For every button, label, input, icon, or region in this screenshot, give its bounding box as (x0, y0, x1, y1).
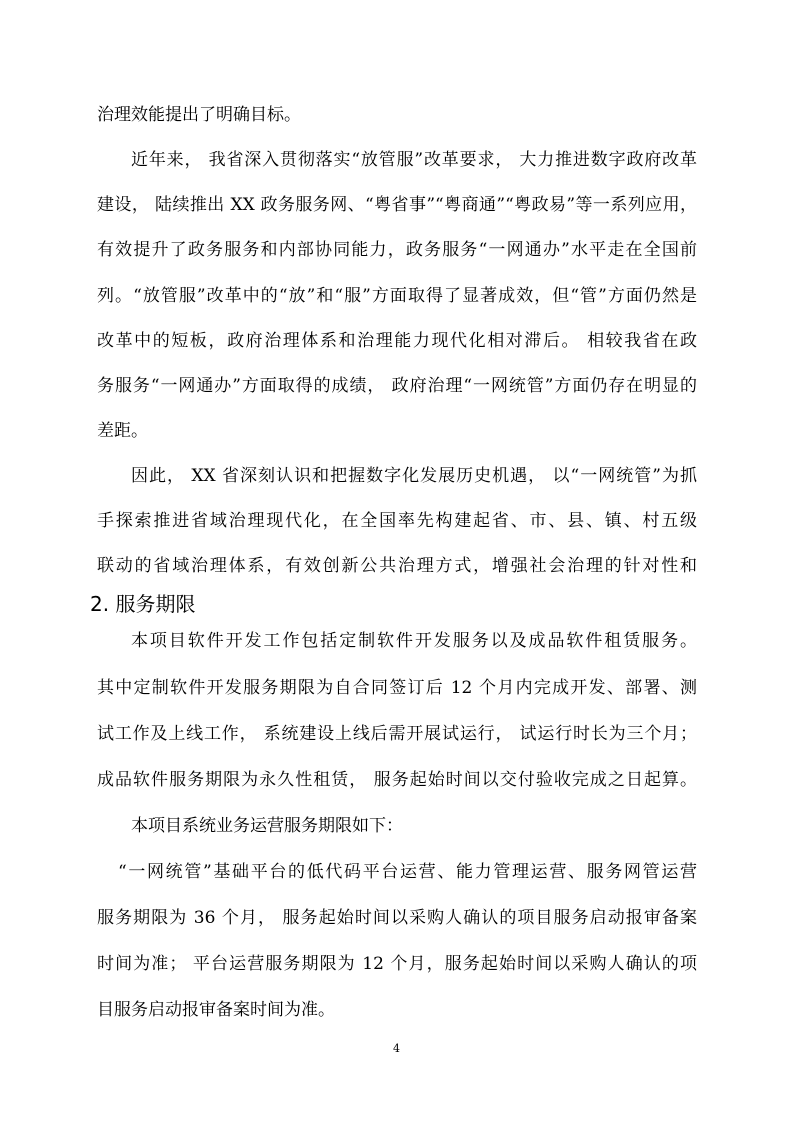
paragraph-line: 列。“放管服”改革中的“放”和“服”方面取得了显著成效，但“管”方面仍然是 (97, 286, 697, 306)
paragraph-line: 服务期限为 36 个月， 服务起始时间以采购人确认的项目服务启动报审备案 (97, 908, 697, 928)
paragraph-line: 务服务“一网通办”方面取得的成绩， 政府治理“一网统管”方面仍存在明显的 (97, 376, 697, 396)
paragraph-line: 改革中的短板，政府治理体系和治理能力现代化相对滞后。 相较我省在政 (97, 331, 697, 351)
paragraph-line: 时间为准； 平台运营服务期限为 12 个月，服务起始时间以采购人确认的项 (97, 954, 697, 974)
paragraph-line: 有效提升了政务服务和内部协同能力，政务服务“一网通办”水平走在全国前 (97, 240, 697, 260)
paragraph-line: 手探索推进省域治理现代化，在全国率先构建起省、市、县、镇、村五级 (97, 511, 697, 531)
paragraph-line: 治理效能提出了明确目标。 (97, 105, 301, 125)
paragraph-line: 因此， XX 省深刻认识和把握数字化发展历史机遇， 以“一网统管”为抓 (131, 466, 697, 486)
paragraph-line: “一网统管”基础平台的低代码平台运营、能力管理运营、服务网管运营 (118, 862, 697, 882)
paragraph-line: 本项目系统业务运营服务期限如下： (131, 816, 403, 836)
paragraph-line: 成品软件服务期限为永久性租赁， 服务起始时间以交付验收完成之日起算。 (97, 770, 697, 790)
section-heading: 2. 服务期限 (90, 592, 196, 616)
paragraph-line: 其中定制软件开发服务期限为自合同签订后 12 个月内完成开发、部署、测 (97, 678, 697, 698)
paragraph-line: 近年来， 我省深入贯彻落实“放管服”改革要求， 大力推进数字政府改革 (131, 150, 697, 170)
page-number: 4 (393, 1042, 400, 1055)
paragraph-line: 差距。 (97, 421, 148, 441)
paragraph-line: 联动的省域治理体系，有效创新公共治理方式，增强社会治理的针对性和 (97, 556, 697, 576)
paragraph-line: 试工作及上线工作， 系统建设上线后需开展试运行， 试运行时长为三个月； (97, 724, 697, 744)
paragraph-line: 建设， 陆续推出 XX 政务服务网、“粤省事”“粤商通”“粤政易”等一系列应用， (97, 195, 697, 215)
paragraph-line: 目服务启动报审备案时间为准。 (97, 1000, 335, 1020)
paragraph-line: 本项目软件开发工作包括定制软件开发服务以及成品软件租赁服务。 (131, 631, 697, 651)
